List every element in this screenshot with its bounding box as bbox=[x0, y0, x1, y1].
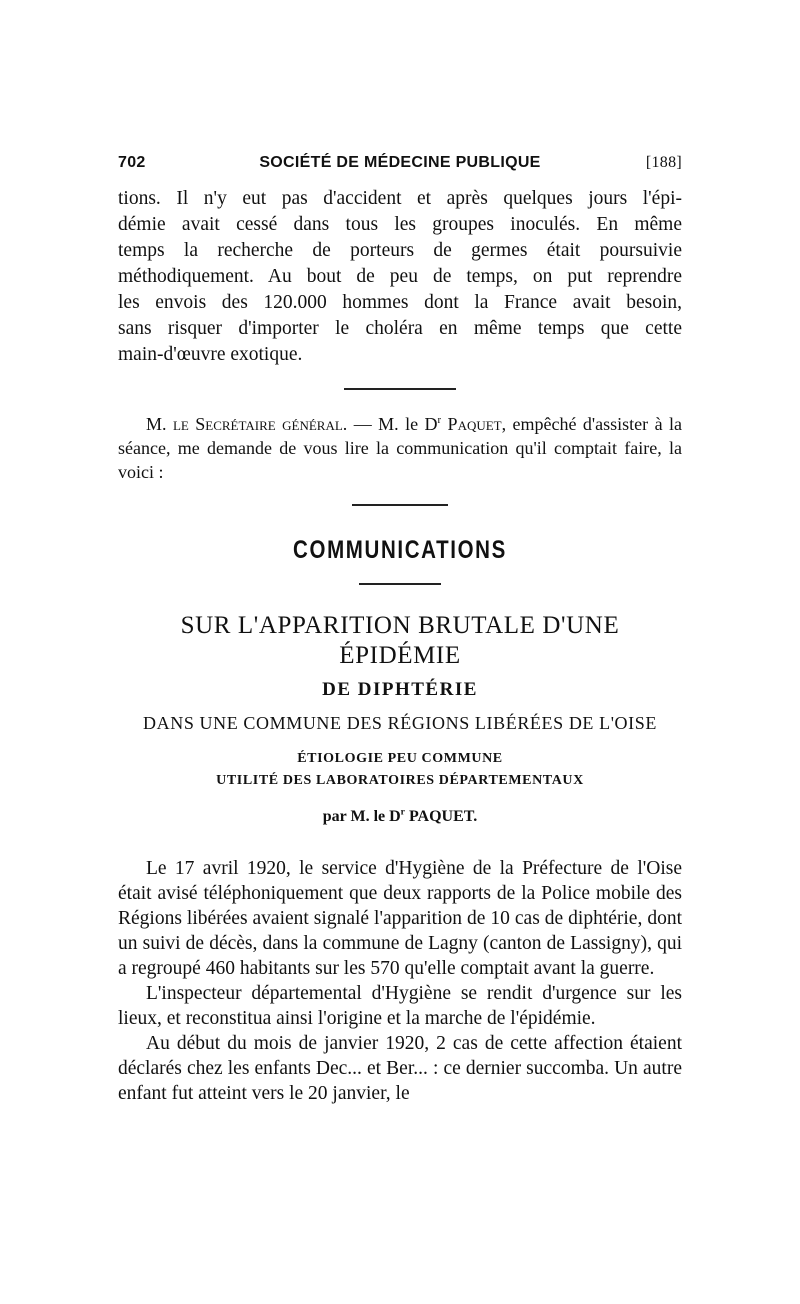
article-title: SUR L'APPARITION BRUTALE D'UNE ÉPIDÉMIE bbox=[180, 612, 620, 669]
speaker-title: le Secrétaire général. bbox=[172, 414, 348, 434]
author-sup: r bbox=[400, 806, 405, 818]
author-name: PAQUET. bbox=[404, 808, 478, 825]
separator-rule bbox=[352, 504, 448, 506]
statement-lead: — M. le D bbox=[347, 414, 438, 434]
subtitle-line: ÉTIOLOGIE PEU COMMUNE bbox=[297, 751, 503, 766]
running-title: SOCIÉTÉ DE MÉDECINE PUBLIQUE bbox=[259, 154, 541, 171]
author-prefix: par M. le D bbox=[322, 808, 401, 825]
text-line: temps la recherche de porteurs de germes était poursuivie bbox=[118, 240, 682, 261]
text-line: tions. Il n'y eut pas d'accident et après quelques jours l'épi- bbox=[118, 188, 682, 209]
body-paragraph: L'inspecteur départemental d'Hygiène se rendit d'urgence sur les lieux, et reconstitua ainsi l'origine et la marche de l'épidémie. bbox=[118, 983, 682, 1029]
speaker-prefix: M. bbox=[146, 414, 167, 434]
text-line: les envois des 120.000 hommes dont la France avait besoin, bbox=[118, 292, 682, 313]
doctor-abbrev-sup: r bbox=[437, 414, 442, 426]
text-line: méthodiquement. Au bout de peu de temps, on put reprendre bbox=[118, 266, 682, 287]
article-subtitle: DANS UNE COMMUNE DES RÉGIONS LIBÉRÉES DE L'OISE bbox=[143, 713, 657, 733]
secretary-statement bbox=[118, 412, 682, 484]
subtitle-line: UTILITÉ DES LABORATOIRES DÉPARTEMENTAUX bbox=[216, 773, 584, 788]
article-author bbox=[118, 808, 682, 826]
page-number: 702 bbox=[118, 154, 146, 171]
statement-body: , empêché d'assister à la séance, me demande de vous lire la communication qu'il comptait faire, la voici : bbox=[118, 414, 682, 482]
separator-rule bbox=[359, 583, 441, 585]
text-line: main-d'œuvre exotique. bbox=[118, 344, 303, 365]
article-title-line2: DE DIPHTÉRIE bbox=[322, 679, 478, 700]
text-line: sans risquer d'importer le choléra en même temps que cette bbox=[118, 318, 682, 339]
separator-rule bbox=[344, 388, 456, 390]
running-header bbox=[118, 150, 682, 176]
page bbox=[118, 150, 682, 1106]
text-line: démie avait cessé dans tous les groupes inoculés. En même bbox=[118, 214, 682, 235]
section-heading: COMMUNICATIONS bbox=[293, 536, 507, 564]
page-reference: [188] bbox=[645, 154, 682, 171]
continuation-paragraph bbox=[118, 186, 682, 368]
doctor-name: Paquet bbox=[441, 414, 502, 434]
article-subtitle-2 bbox=[118, 748, 682, 792]
body-paragraph: Le 17 avril 1920, le service d'Hygiène de la Préfecture de l'Oise était avisé téléphoniquement que deux rapports de la Police mobile des Régions libérées avaient signalé l'apparition de 10 cas de diphtérie, dont un suivi de décès, dans la commune de Lagny (canton de Lassigny), qui a regroupé 460 habitants sur les 570 qu'elle comptait avant la guerre. bbox=[118, 858, 682, 979]
body-paragraph: Au début du mois de janvier 1920, 2 cas de cette affection étaient déclarés chez les enfants Dec... et Ber... : ce dernier succomba. Un autre enfant fut atteint vers le 20 janvier, le bbox=[118, 1033, 682, 1104]
